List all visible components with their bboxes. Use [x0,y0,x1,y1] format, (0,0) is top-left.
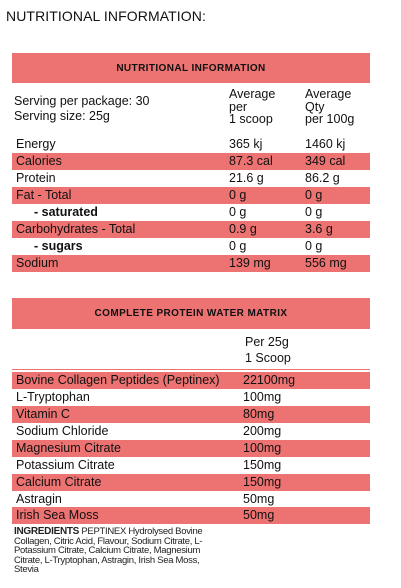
matrix-column-header: Per 25g 1 Scoop [245,335,291,365]
nutrition-row: - saturated 0 g 0 g [34,205,323,219]
serving-size: Serving size: 25g [14,109,110,123]
nutrition-row: Sodium 139 mg 556 mg [12,255,370,272]
matrix-row: Calcium Citrate 150mg [12,474,370,491]
matrix-row: Sodium Chloride 200mg [16,424,282,438]
divider [12,369,370,370]
ingredients-list: PEPTINEX Hydrolysed Bovine Collagen, Citric Acid, Flavour, Sodium Citrate, L- Potassium Citrate, Calcium Citrate, Magnesium Citrate, L-Tryptophan, Astragin, Irish Sea Moss, Stevia [14,526,203,576]
ingredients-text [14,527,204,575]
nutrition-row: Energy 365 kj 1460 kj [16,137,346,151]
nutrition-row: Fat - Total 0 g 0 g [12,187,370,204]
matrix-row: Magnesium Citrate 100mg [12,440,370,457]
matrix-row: Astragin 50mg [16,492,275,506]
matrix-row: Vitamin C 80mg [12,406,370,423]
matrix-row: Potassium Citrate 150mg [16,458,282,472]
serving-per-package: Serving per package: 30 [14,94,150,108]
nutrition-row: Protein 21.6 g 86.2 g [16,171,340,185]
nutrition-row: Carbohydrates - Total 0.9 g 3.6 g [12,221,370,238]
matrix-row: L-Tryptophan 100mg [16,390,282,404]
nutrition-row: Calories 87.3 cal 349 cal [12,153,370,170]
page-title: NUTRITIONAL INFORMATION: [6,8,206,24]
ingredients-label: INGREDIENTS [14,526,80,537]
matrix-row: Irish Sea Moss 50mg [12,507,370,524]
column-header-per-scoop: Average per 1 scoop [229,87,276,126]
column-header-per-100g: Average Qty per 100g [305,87,355,126]
matrix-panel-title: COMPLETE PROTEIN WATER MATRIX [12,298,370,329]
nutrition-row: - sugars 0 g 0 g [34,239,323,253]
matrix-row: Bovine Collagen Peptides (Peptinex) 22100mg [12,372,370,389]
nutrition-panel-title: NUTRITIONAL INFORMATION [12,53,370,83]
